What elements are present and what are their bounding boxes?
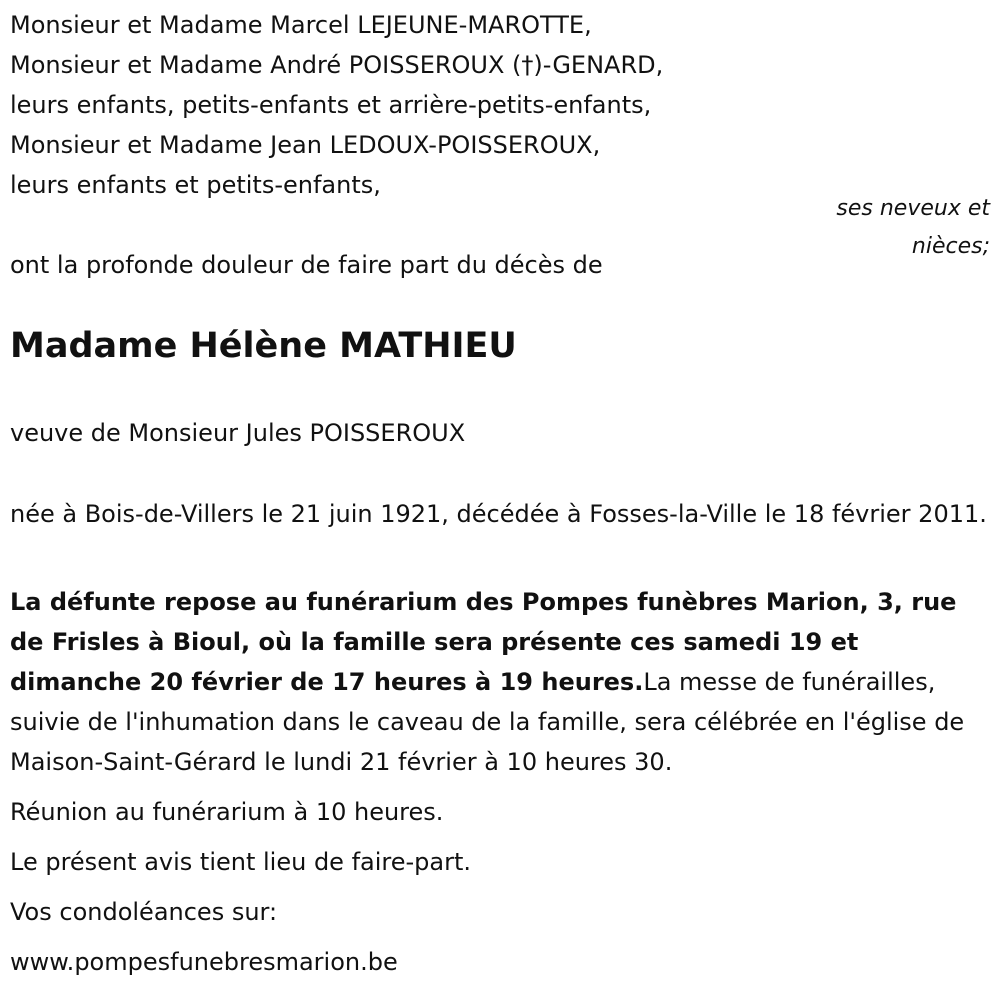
deceased-name: Madame Hélène MATHIEU (10, 326, 517, 366)
nephews-note (836, 190, 990, 266)
nephews-note-line-1: ses neveux et (836, 196, 990, 221)
widow-of-text: veuve de Monsieur Jules POISSEROUX (10, 419, 466, 447)
notice-text: Le présent avis tient lieu de faire-part. (10, 848, 472, 876)
family-line-2: Monsieur et Madame André POISSEROUX (†)-GENARD, (10, 51, 664, 79)
website-link[interactable]: www.pompesfunebresmarion.be (10, 948, 398, 976)
reunion-text: Réunion au funérarium à 10 heures. (10, 798, 444, 826)
funeral-details (10, 582, 990, 782)
condolences-label: Vos condoléances sur: (10, 898, 278, 926)
family-line-4: Monsieur et Madame Jean LEDOUX-POISSEROUX, (10, 131, 601, 159)
birth-death-text: née à Bois-de-Villers le 21 juin 1921, décédée à Fosses-la-Ville le 18 février 2011. (10, 500, 987, 528)
funeral-mass-text: La messe de funérailles, suivie de l'inhumation dans le caveau de la famille, sera célébrée en l'église de Maison-Saint-Gérard le lundi 21 février à 10 heures 30. (10, 668, 965, 776)
family-line-5: leurs enfants et petits-enfants, (10, 171, 381, 199)
family-line-1: Monsieur et Madame Marcel LEJEUNE-MAROTTE, (10, 11, 592, 39)
funeral-visitation-text: La défunte repose au funérarium des Pompes funèbres Marion, 3, rue de Frisles à Bioul, où la famille sera présente ces samedi 19 et dimanche 20 février de 17 heures à 19 heures. (10, 588, 957, 696)
family-line-3: leurs enfants, petits-enfants et arrière-petits-enfants, (10, 91, 652, 119)
nephews-note-line-2: nièces; (911, 234, 990, 259)
announcement-text: ont la profonde douleur de faire part du décès de (10, 251, 603, 279)
